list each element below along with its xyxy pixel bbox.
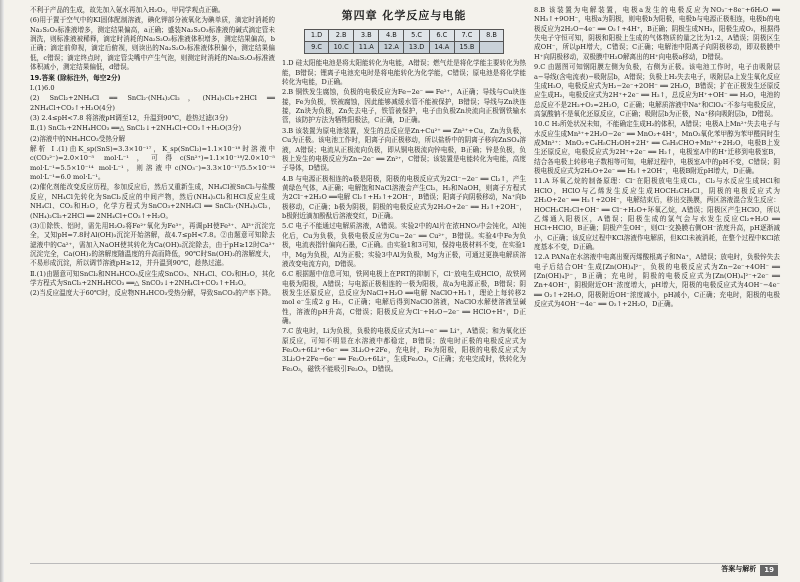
footer-rule <box>30 563 778 564</box>
right-column <box>534 6 780 311</box>
paragraph: (2) SnCl₂+2NH₄Cl ══ SnCl₂·(NH₄)₂Cl₂，(NH₄)₂Cl₂+2HCl ══ 2NH₄Cl+CO₂↑+H₂O(4分) <box>30 94 275 112</box>
paragraph: 4.B 与电源正极相连的a极是阳极，阳极的电极反应式为2Cl⁻−2e⁻ ══ Cl₂↑，产生黄绿色气体，A正确；电解饱和NaCl溶液会产生Cl₂，H₂和NaOH，则离子方程式为2Cl⁻+2H₂O ══电解 Cl₂↑+H₂↑+2OH⁻，B错误；阳离子向阴极移动，Na⁺向b极移动，C正确；b极为阴极，阴极的电极反应式为2H₂O+2e⁻ ══ H₂↑+2OH⁻，b极附近滴加酚酞后溶液变红，D正确。 <box>282 174 526 221</box>
answer-cell: 8.B <box>480 29 504 41</box>
answer-cell: 7.C <box>454 29 479 41</box>
answer-cell: 6.C <box>429 29 454 41</box>
paragraph: Ⅱ.(1)由题意可知SnCl₂和NH₄HCO₃反应生成SnCO₃、NH₄Cl、CO₂和H₂O，其化学方程式为SnCl₂+2NH₄HCO₃ ══△ SnCO₃↓+2NH₄Cl+CO₂↑+H₂O。 <box>30 269 275 288</box>
left-column <box>30 6 275 300</box>
chapter-title: 第四章 化学反应与电能 <box>341 9 467 22</box>
answer-cell: 15.B <box>454 41 479 53</box>
paragraph: (2)溶液中的NH₄HCO₃受热分解 <box>30 134 126 143</box>
page-footer <box>721 564 778 576</box>
paragraph: 5.C 电子不能通过电解质溶液，A错误。实验2中的Al片在浓HNO₃中会钝化，Al钝化后，Cu为负极，负极电极反应为Cu−2e⁻ ══ Cu²⁺，B错误。实验4中Fe为负极，电流表指针偏向石墨，C正确。由实验1和3可知，保持电极材料不变，在实验1中，Mg为负极，Al为正极；实验3中Al为负极，Mg为正极，可通过更换电解质溶液改变电流方向，D错误。 <box>282 222 526 268</box>
answer-cell: 13.D <box>404 41 429 53</box>
paragraph: (2)当反应温度大于60℃时，反应物NH₄HCO₃受热分解，导致SnCO₃的产率下降。 <box>30 289 275 298</box>
page-number: 19 <box>760 565 778 576</box>
answer-cell: 10.C <box>329 41 354 53</box>
paragraph: Ⅰ.(1)6.0 <box>30 83 55 92</box>
paragraph: 1.D 硅太阳能电池是将太阳能转化为电能，A错误；燃气灶是将化学能主要转化为热能，B错误；锂离子电池充电时是将电能转化为化学能，C错误；原电池是将化学能转化为电能，D正确。 <box>282 59 526 87</box>
answer-cell-empty <box>480 41 504 53</box>
paragraph: 8.B 该装置为电解装置，电极a发生的电极反应为NO₃⁻+8e⁻+6H₂O ══ NH₃↑+9OH⁻，电极a为阴极，则电极b为阳极，电极b与电源正极相连，电极b的电极反应为2H₂O−4e⁻ ══ O₂↑+4H⁺，B正确；阴极生成NH₃，阳极生成O₂，根据得失电子守恒可知，阴极和阳极上生成的气体物质的量之比为1:2，A错误；阴极区生成OH⁻，所以pH增大，C错误；C正确；电解池中阳离子向阴极移动，即双极膜中H⁺向阴极移动，双极膜中H₂O解离出的H⁺向电极a移动，D错误。 <box>534 6 780 61</box>
paragraph: (2)催化剂能改变反应历程，参加反应后，然后又重新生成，NH₄Cl被SnCl₂与盐酸反应，NH₄Cl先转化为SnCl₂反应的中间产物，然后(NH₄)₂Cl₂和HCl反应生成NH₄Cl、CO₂和H₂O，化学方程式为SnCO₃+2NH₄Cl ══ SnCl₂·(NH₄)₂Cl₂，(NH₄)₂Cl₂+2HCl ══ 2NH₄Cl+CO₂↑+H₂O。 <box>30 183 275 220</box>
paragraph: 12.A PANa在水溶液中电离出聚丙烯酸根离子和Na⁺，A错误；放电时，负极锌失去电子后结合OH⁻生成[Zn(OH)₄]²⁻，负极的电极反应式为Zn−2e⁻+4OH⁻ ══ [Zn(OH)₄]²⁻，B正确；充电时，阴极的电极反应式为[Zn(OH)₄]²⁻+2e⁻ ══ Zn+4OH⁻，阴极附近OH⁻浓度增大，pH增大，阳极的电极反应式为4OH⁻−4e⁻ ══ O₂↑+2H₂O，阳极附近OH⁻浓度减小，pH减小，C正确；充电时，阳极的电极反应式为4OH⁻−4e⁻ ══ O₂↑+2H₂O，D正确。 <box>534 253 780 309</box>
answer-cell: 12.A <box>379 41 404 53</box>
answer-row-1 <box>305 29 504 41</box>
answer-key-table <box>304 29 504 55</box>
paragraph: 3.B 该装置为原电池装置，发生的总反应是Zn+Cu²⁺ ══ Zn²⁺+Cu，Zn为负极，Cu为正极。该电池工作时，阳离子向正极移动，所以盐桥中的阴离子移向ZnSO₄溶液，A错误；电流从正极流向负极，即从铜电极流向锌电极，B正确；锌是负极，负极上发生的电极反应为Zn−2e⁻ ══ Zn²⁺，C错误；该装置是电能转化为电能，高度子导体，D错误。 <box>282 126 526 173</box>
paragraph: 11.A 环氧乙烷的制备原理：Cl⁻在阳极放电生成Cl₂，Cl₂与水反应生成HCl和HClO，HClO与乙烯发生反应生成HOCH₂CH₂Cl，阴极的电极反应式为2H₂O+2e⁻ ══ H₂↑+2OH⁻，电解结束后，移出交换膜，两区溶液混合发生反应：HOCH₂CH₂Cl+OH⁻ ══ Cl⁻+H₂O+环氧乙烷，A错误；阳极区产生HClO，所以乙烯通入阳极区，A错误；阳极生成的氯气会与水发生反应Cl₂+H₂O ══ HCl+HClO，B正确；阴极产生OH⁻，则Cl⁻交换膜右侧OH⁻浓度升高，pH逐渐减小，C正确；该反应过程中KCl溶液作电解质，但KCl未被消耗，在整个过程中KCl浓度基本不变，D正确。 <box>534 177 780 251</box>
paragraph: 19.答案 (除标注外，每空2分) <box>30 73 121 82</box>
answer-cell: 3.B <box>354 29 379 41</box>
answer-cell: 4.B <box>379 29 404 41</box>
answer-cell: 14.A <box>429 41 454 53</box>
paragraph: 6.C 根据题中信息可知，铁网电极上在PRT的抑制下，Cl⁻放电生成HClO，故铁网电极为阳极，A错误；与电源正极相连的一极为阳极，故a为电源正极，B错误；阴极发生还原反应，总反应为NaCl+H₂O ══电解 NaClO+H₂↑，理论上每转移2 mol e⁻生成2 g H₂，C正确；电解后得到NaClO溶液，NaClO水解使溶液呈碱性，溶液的pH升高，C错误；阳极反应为Cl⁻+H₂O−2e⁻ ══ HClO+H⁺，D正确。 <box>282 270 526 326</box>
paragraph: 9.C 由题图可知钢阳膜左侧为负极，右侧为正极。该电池工作时，电子由吸附层a−导线(含电流表)−吸附层b，A错误；负极上H₂失去电子，吸附层a上发生氧化反应生成H₂O，电极反应式为H₂−2e⁻+2OH⁻ ══ 2H₂O，B错误；扩在正极发生还原反应生成H₂，电极反应式为2H⁺+2e⁻ ══ H₂↑，总反应为H⁺+OH⁻ ══ H₂O，电池的总反应不是2H₂+O₂=2H₂O，C正确；电解质溶液中Na⁺和ClO₄⁻不参与电极反应，高氯酸钠不是氧化还原反应，C正确；吸附层b为正极，Na⁺移向吸附层b，D错误。 <box>534 63 780 118</box>
paragraph: 不利于产品的生成，故先加入氨水再加入H₂O₂，甲同学观点正确。 <box>30 6 225 14</box>
answer-cell: 5.C <box>404 29 429 41</box>
paragraph: (3)①除铁、铝时，需先用H₂O₂将Fe²⁺氧化为Fe³⁺，再调pH使Fe³⁺、Al³⁺沉淀完全，又知pH=7.8时Al(OH)₃沉淀开始溶解，故4.7≤pH<7.8。②由题意可知除去滤液中的Ca²⁺，需加入NaOH使其转化为Ca(OH)₂沉淀除去，由于pH≥12时Ca²⁺沉淀完全，Ca(OH)₂的溶解度随温度的升高而降低，90℃时Sn(OH)₂的溶解度大，不易形成沉淀，所以调节溶液pH≥12，并升温到90℃，趁热过滤。 <box>30 221 275 268</box>
answer-cell: 11.A <box>354 41 379 53</box>
answer-cell: 9.C <box>305 41 329 53</box>
answer-row-2 <box>305 41 504 53</box>
middle-column-body <box>282 59 526 374</box>
paragraph: 7.C 放电时，Li为负极，负极的电极反应式为Li−e⁻ ══ Li⁺，A错误；和为氧化还原反应，可知不明显在水溶液中都稳定，B错误；放电时正极的电极反应式为Fe₂O₃+6Li⁺+6e⁻ ══ 3Li₂O+2Fe，充电时，Fe为阳极，阳极的电极反应式为3Li₂O+2Fe−6e⁻ ══ Fe₂O₃+6Li⁺，生成Fe₂O₃，C正确；充电完成时，铁转化为Fe₂O₃，磁铁不能吸引Fe₂O₃，D错误。 <box>282 327 526 373</box>
footer-label: 答案与解析 <box>721 565 757 574</box>
paragraph: Ⅱ.(1) SnCl₂+2NH₄HCO₃ ══△ SnCl₂↓+2NH₄Cl+CO₂↑+H₂O(3分) <box>30 124 242 133</box>
answer-cell: 2.B <box>329 29 354 41</box>
paragraph: 10.C H₂所处状况未知，不能确定生成H₂的体积，A错误；电极A上Mn²⁺失去电子与水反应生成Mn³⁺+2H₂O−2e⁻ ══ MnO₂+4H⁺，MnO₂氧化苯甲醇为苯甲醛同时生成Mn²⁺：MnO₂+C₆H₅CH₂OH+2H⁺ ══ C₆H₅CHO+Mn²⁺+2H₂O，电极B上发生还原反应，电极反应式为2H⁺+2e⁻ ══ H₂↑，电极室A中的H⁺迁移到电极室B，结合各电极上转移电子数相等可知，电解过程中，电极室A中的pH不变，C错误；阴极电极反应式为2H₂O+2e⁻ ══ H₂↑+2OH⁻，电极B附近pH增大，D正确。 <box>534 120 780 176</box>
answer-cell: 1.D <box>305 29 329 41</box>
paragraph: 2.B 铜铁发生腐蚀，负极的电极反应为Fe−2e⁻ ══ Fe²⁺，A正确；导线与Cu块连接，Fe为负极，铁被腐蚀，因此能够减缓水管不能被保护，B错误；导线与Zn块连接，Zn块为负极，Zn失去电子，铁管被保护，电子由负极Zn块流向正极钢铁输水管，该防护方法为牺牲阳极法，C正确，D正确。 <box>282 88 526 125</box>
paragraph: (6)用于置于空气中的KI固体配制溶液，碘化钾部分被氧化为碘单质，滴定时消耗的Na₂S₂O₃标准液增多，测定结果偏高，a正确；盛装Na₂S₂O₃标准液的碱式滴定管未润洗，则标准液被稀释，滴定时消耗的Na₂S₂O₃标准液体积增多，测定结果偏高，b正确；滴定前仰视，滴定后俯视，则读出的Na₂S₂O₃标准液体积偏小，测定结果偏低，c错误；滴定终点时，滴定管尖嘴中产生气泡，则测定时消耗的Na₂S₂O₃标准液体积减小，测定结果偏低，d错误。 <box>30 16 275 72</box>
middle-column <box>282 6 526 375</box>
book-spine-shadow <box>0 0 4 582</box>
paragraph: 解析 Ⅰ.(1)由K_sp(SnS)=3.3×10⁻¹⁷，K_sp(SnCl₂)=1.1×10⁻¹⁸时溶液中c(CO₃²⁻)=2.0×10⁻⁵ mol·L⁻¹，可得c(Sn²⁺)=1.1×10⁻¹⁸/2.0×10⁻⁵ mol·L⁻¹=5.5×10⁻¹⁴ mol·L⁻¹，则溶液中c(NO₃⁻)=3.3×10⁻¹⁷/5.5×10⁻¹⁴ mol·L⁻¹=6.0 mol·L⁻¹。 <box>30 145 275 182</box>
paragraph: (3) 2.4≤pH<7.8 将溶液pH调至12，升温到90℃，趁热过滤(3分) <box>30 113 228 122</box>
